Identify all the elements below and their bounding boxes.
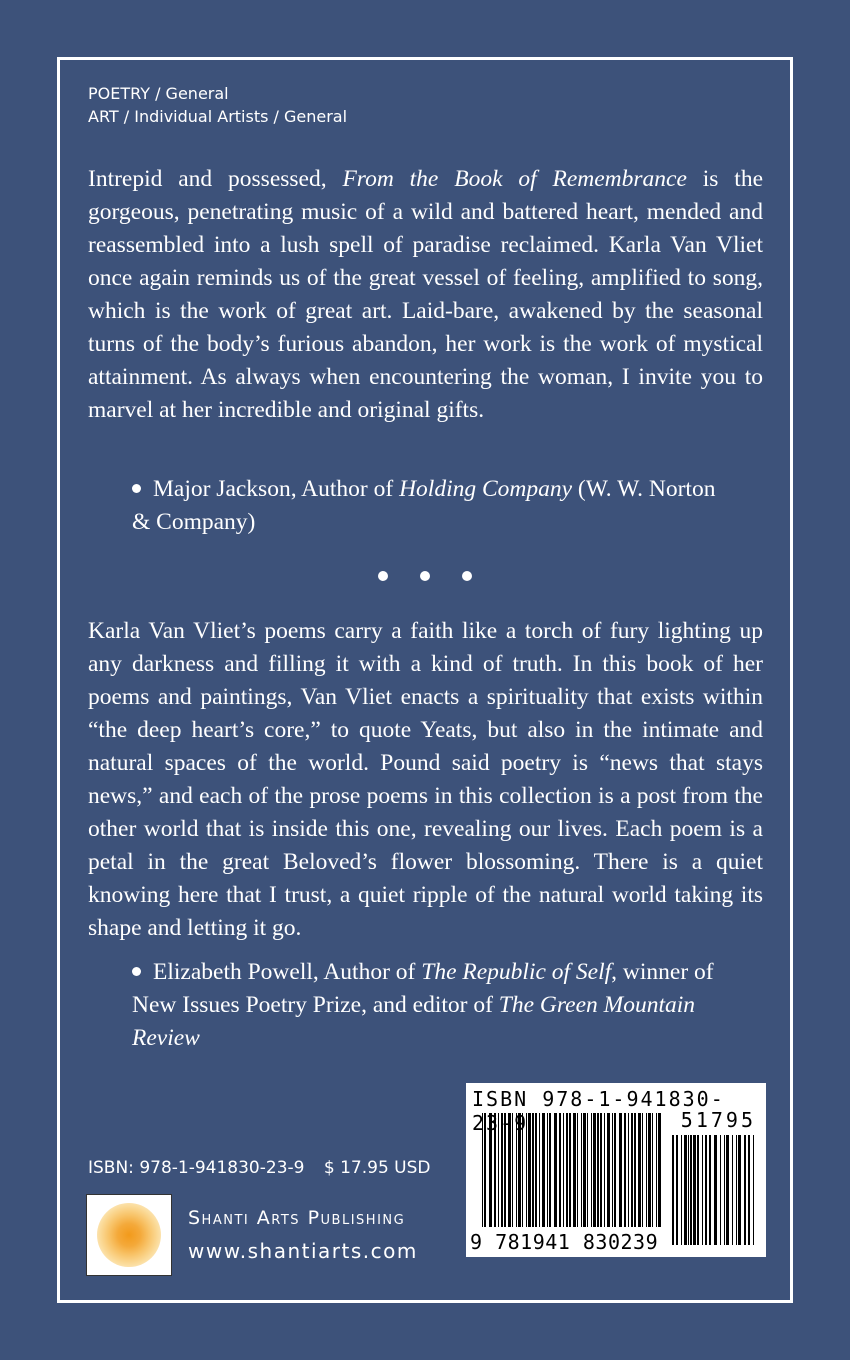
barcode-bar <box>702 1135 703 1245</box>
blurb-review-2: Karla Van Vliet’s poems carry a faith like a torch of fury lighting up any darkness and filling it with a kind of truth. In this book of her poems and paintings, Van Vliet enacts a spirituality that exists within “the deep heart’s core,” to quote Yeats, but also in the intimate and natural spaces of the world. Pound said poetry is “news that stays news,” and each of the prose poems in this collection is a post from the other world that is inside this one, revealing our lives. Each poem is a petal in the great Beloved’s flower blossoming. There is a quiet knowing here that I trust, a quiet ripple of the natural world taking its shape and letting it go. <box>88 618 763 941</box>
attribution-2-author: Elizabeth Powell, Author of <box>153 959 422 985</box>
barcode-bar <box>690 1135 692 1245</box>
blurb-1-text-rest: is the gorgeous, penetrating music of a wild and battered heart, mended and reassembled into a lush spell of paradise reclaimed. Karla Van Vliet once again reminds us of the great vessel of feeling, amplified to song, which is the work of great art. Laid-bare, awakened by the seasonal turns of the body’s furious abandon, her work is the work of mystical attainment. As always when encountering the woman, I invite you to marvel at her incredible and original gifts. <box>88 166 763 423</box>
barcode-bar <box>714 1135 717 1245</box>
barcode-bar <box>676 1135 678 1245</box>
barcode-bar <box>684 1135 687 1245</box>
isbn-text: ISBN: 978-1-941830-23-9 <box>88 1158 305 1178</box>
divider-dot-icon <box>420 571 430 581</box>
barcode-bar <box>736 1135 737 1245</box>
divider-dot-icon <box>378 571 388 581</box>
barcode-bar <box>693 1135 696 1245</box>
category-line: ART / Individual Artists / General <box>88 107 348 126</box>
publisher-name <box>188 1207 405 1229</box>
blurb-1-text-start: Intrepid and possessed, <box>88 166 343 192</box>
barcode-block <box>466 1083 766 1257</box>
section-divider <box>0 568 850 586</box>
category-line: POETRY / General <box>88 84 229 103</box>
attribution-2 <box>132 956 722 1055</box>
attribution-2-journal-title: The Green Mountain Review <box>132 992 696 1051</box>
barcode-bar <box>726 1135 729 1245</box>
attribution-2-book-title: The Republic of Self <box>421 959 612 985</box>
publisher-name-text: Shanti Arts Publishing <box>188 1207 406 1229</box>
barcode-bar <box>748 1135 750 1245</box>
attribution-1 <box>132 473 722 539</box>
publisher-website: www.shantiarts.com <box>188 1239 418 1263</box>
barcode-bar <box>688 1135 689 1245</box>
isbn-price-line <box>88 1158 431 1178</box>
barcode-bar <box>720 1135 721 1245</box>
bullet-icon <box>132 967 141 976</box>
barcode-bar <box>753 1135 754 1245</box>
barcode-bar <box>705 1135 707 1245</box>
attribution-1-book-title: Holding Company <box>399 476 573 502</box>
bullet-icon <box>132 484 141 493</box>
barcode-bar <box>744 1135 746 1245</box>
barcode-bar <box>709 1135 711 1245</box>
barcode-bar <box>738 1135 741 1245</box>
book-title: From the Book of Remembrance <box>342 166 687 192</box>
barcode-bar <box>681 1135 682 1245</box>
bisac-categories <box>88 82 347 128</box>
attribution-1-publisher: (W. W. Norton & Company) <box>132 476 716 535</box>
barcode-bar <box>697 1135 699 1245</box>
barcode-addon-number: 51795 <box>680 1108 756 1132</box>
publisher-logo <box>86 1194 172 1276</box>
barcode-ean-number: 9 781941 830239 <box>470 1230 659 1254</box>
attribution-2-credits: , winner of New Issues Poetry Prize, and editor of <box>132 959 714 1018</box>
attribution-1-author: Major Jackson, Author of <box>153 476 400 502</box>
barcode-isbn-label: ISBN 978-1-941830-23-9 <box>472 1087 725 1135</box>
divider-dot-icon <box>462 571 472 581</box>
blurb-review-1 <box>88 163 763 427</box>
barcode-bar <box>732 1135 733 1245</box>
price: $ 17.95 USD <box>323 1158 431 1178</box>
barcode-bar <box>724 1135 725 1245</box>
barcode-bar <box>672 1135 674 1245</box>
sun-logo-icon <box>97 1203 161 1267</box>
